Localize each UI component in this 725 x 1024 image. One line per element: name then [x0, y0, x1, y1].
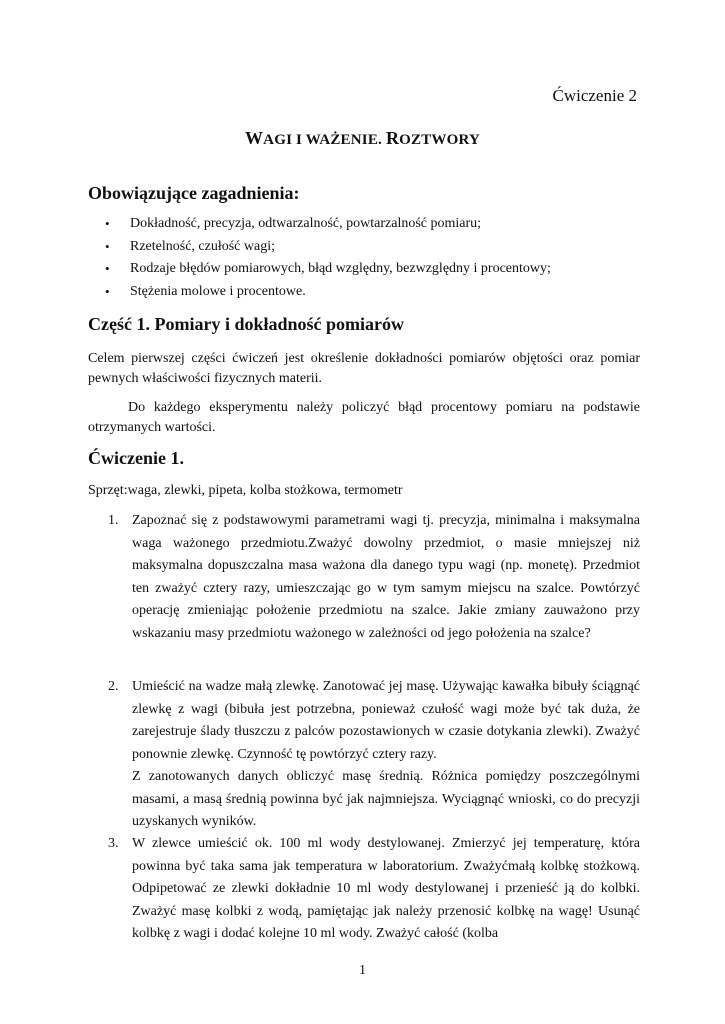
bullet-icon: • — [105, 216, 110, 231]
bullet-icon: • — [105, 261, 110, 276]
title-part-1: AGI I WAŻENIE. — [263, 132, 386, 148]
step-1 — [108, 510, 640, 645]
document-title — [0, 128, 725, 149]
exercise-label: Ćwiczenie 2 — [552, 86, 637, 105]
list-item: • Dokładność, precyzja, odtwarzalność, powtarzalność pomiaru; — [88, 213, 551, 236]
step-text: Zapoznać się z podstawowymi parametrami wagi tj. precyzja, minimalna i maksymalna waga ważonego przedmiotu.Zważyć dowolny przedmiot, o masie mniejszej niż maksymalna dopuszczalna masa ważona dla danego typu wagi (np. monetę). Przedmiot ten zważyć cztery razy, umieszczając go w tym samym miejscu na szalce. Powtórzyć operację zmieniając położenie przedmiotu na szalce. Jakie zmiany zauważono przy wskazaniu masy przedmiotu ważonego w zależności od jego położenia na szalce? — [132, 513, 640, 641]
list-item: • Rzetelność, czułość wagi; — [88, 236, 551, 259]
bullet-icon: • — [105, 283, 110, 299]
step-text: Umieścić na wadze małą zlewkę. Zanotować jej masę. Używając kawałka bibuły ściągnąć zlewkę z wagi (bibuła jest potrzebna, ponieważ czułość wagi może być tak duża, że zarejestruje ślady tłuszczu z palców pozostawionych w czasie dotykania zlewki). Zważyć ponownie zlewkę. Czynność tę powtórzyć cztery razy. — [132, 679, 640, 762]
topics-heading: Obowiązujące zagadnienia: — [88, 183, 300, 203]
title-initial-r: R — [385, 128, 400, 148]
topics-list — [88, 213, 551, 303]
step-3 — [108, 833, 640, 946]
step-2 — [108, 676, 640, 834]
step-number: 2. — [108, 679, 119, 694]
part1-heading: Część 1. Pomiary i dokładność pomiarów — [88, 314, 404, 334]
page-number: 1 — [359, 963, 366, 978]
list-item: • Rodzaje błędów pomiarowych, błąd względny, bezwzględny i procentowy; — [88, 258, 551, 281]
part1-note: Do każdego eksperymentu należy policzyć błąd procentowy pomiaru na podstawie otrzymanych wartości. — [88, 400, 640, 435]
step-number: 1. — [108, 513, 119, 528]
step-text: W zlewce umieścić ok. 100 ml wody destylowanej. Zmierzyć jej temperaturę, która powinna być taka sama jak temperatura w laboratorium. Zważyćmałą kolbkę stożkową. Odpipetować ze zlewki dokładnie 10 ml wody destylowanej i przenieść ją do kolbki. Zważyć masę kolbki z wodą, pamiętając jak należy przenosić kolbkę na wagę! Usunąć kolbkę z wagi i dodać kolejne 10 ml wody. Zważyć całość (kolba — [132, 836, 640, 941]
exercise1-heading: Ćwiczenie 1. — [88, 448, 184, 468]
part1-intro: Celem pierwszej części ćwiczeń jest określenie dokładności pomiarów objętości oraz pomiar pewnych właściwości fizycznych materii. — [88, 351, 640, 386]
title-initial-w: W — [244, 128, 264, 148]
list-item: • Stężenia molowe i procentowe. — [88, 281, 551, 304]
step-number: 3. — [108, 836, 119, 851]
title-part-2: OZTWORY — [399, 132, 481, 148]
bullet-icon: • — [105, 238, 110, 254]
equipment-line: Sprzęt:waga, zlewki, pipeta, kolba stożkowa, termometr — [88, 483, 403, 498]
step-text-continued: Z zanotowanych danych obliczyć masę średnią. Różnica pomiędzy poszczególnymi masami, a masą średnią powinna być jak najmniejsza. Wyciągnąć wnioski, co do precyzji uzyskanych wyników. — [132, 769, 640, 829]
